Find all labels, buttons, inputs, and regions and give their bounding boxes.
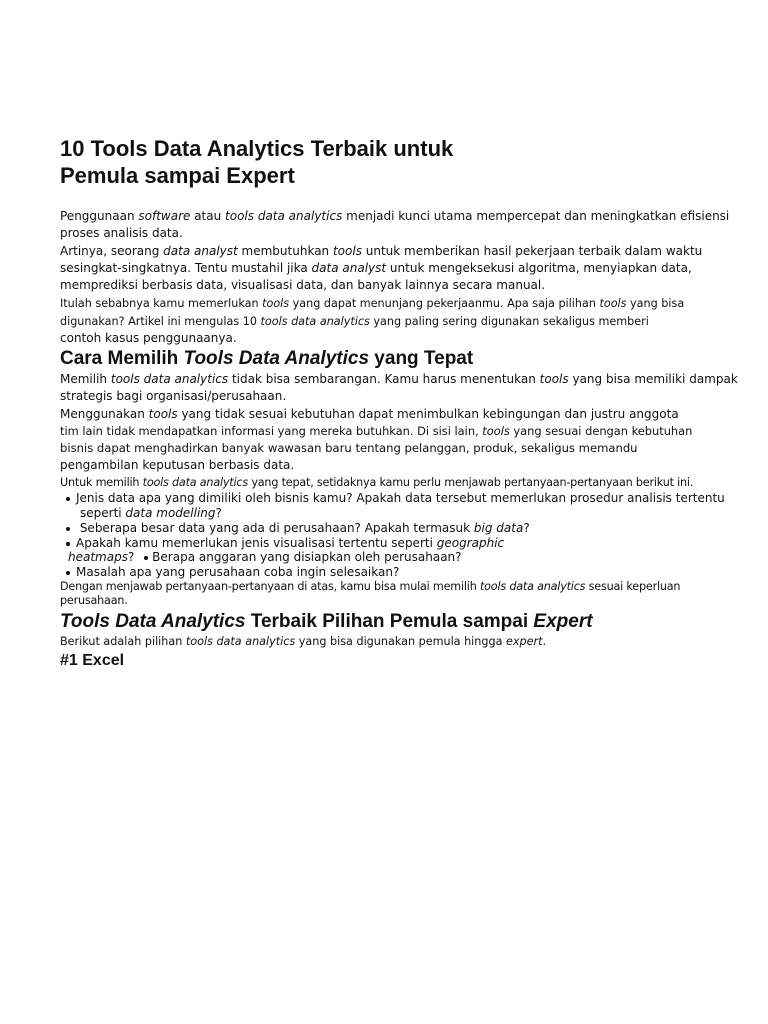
bullet-icon <box>66 571 70 575</box>
bullet-icon <box>144 556 148 560</box>
intro-paragraph-1: Penggunaan software atau tools data analytics menjadi kunci utama mempercepat dan meningkatkan efisiensi proses analisis data. <box>60 209 730 240</box>
title-line-2: Pemula sampai Expert <box>60 163 295 188</box>
list-item: Seberapa besar data yang ada di perusahaan? Apakah termasuk big data? <box>66 520 530 536</box>
list-item: Apakah kamu memerlukan jenis visualisasi tertentu seperti geographic <box>66 535 504 551</box>
bullet-icon <box>66 527 70 531</box>
intro-paragraph-3: Itulah sebabnya kamu memerlukan tools yang dapat menunjang pekerjaanmu. Apa saja pilihan tools yang bisa digunakan? Artikel ini mengulas 10 tools data analytics yang paling sering digunakan sekaligus memberi contoh kasus penggunaanya. <box>60 297 685 345</box>
section-heading-tools-terbaik: Tools Data Analytics Terbaik Pilihan Pemula sampai Expert <box>60 611 593 632</box>
section1-paragraph-2: Menggunakan tools yang tidak sesuai kebutuhan dapat menimbulkan kebingungan dan justru anggota tim lain tidak mendapatkan informasi yang mereka butuhkan. Di sisi lain, tools yang sesuai dengan kebutuhan bisnis dapat menghadirkan banyak wawasan baru tentang pelanggan, produk, sekaligus memandu pengambilan keputusan berbasis data. <box>60 407 693 472</box>
title-line-1: 10 Tools Data Analytics Terbaik untuk <box>60 136 454 161</box>
section-heading-cara-memilih: Cara Memilih Tools Data Analytics yang Tepat <box>60 348 474 369</box>
list-item: Jenis data apa yang dimiliki oleh bisnis kamu? Apakah data tersebut memerlukan prosedur analisis tertentu <box>66 490 725 506</box>
list-item: Masalah apa yang perusahaan coba ingin selesaikan? <box>66 564 399 580</box>
page-title <box>60 135 453 189</box>
list-item: heatmaps? Berapa anggaran yang disiapkan oleh perusahaan? <box>68 550 462 564</box>
section1-paragraph-4: Dengan menjawab pertanyaan-pertanyaan di atas, kamu bisa mulai memilih tools data analytics sesuai keperluan perusahaan. <box>60 580 681 607</box>
bullet-icon <box>66 542 70 546</box>
section-heading-excel: #1 Excel <box>60 652 125 669</box>
section2-paragraph-1: Berikut adalah pilihan tools data analytics yang bisa digunakan pemula hingga expert. <box>60 635 547 648</box>
section1-paragraph-3: Untuk memilih tools data analytics yang tepat, setidaknya kamu perlu menjawab pertanyaan-pertanyaan berikut ini. <box>60 476 694 489</box>
intro-paragraph-2: Artinya, seorang data analyst membutuhkan tools untuk memberikan hasil pekerjaan terbaik dalam waktu sesingkat-singkatnya. Tentu mustahil jika data analyst untuk mengeksekusi algoritma, menyiapkan data, memprediksi berbasis data, visualisasi data, dan banyak lainnya secara manual. <box>60 244 703 292</box>
bullet-icon <box>66 497 70 501</box>
section1-paragraph-1: Memilih tools data analytics tidak bisa sembarangan. Kamu harus menentukan tools yang bisa memiliki dampak strategis bagi organisasi/perusahaan. <box>60 372 738 403</box>
list-item-continuation: seperti data modelling? <box>80 506 222 520</box>
